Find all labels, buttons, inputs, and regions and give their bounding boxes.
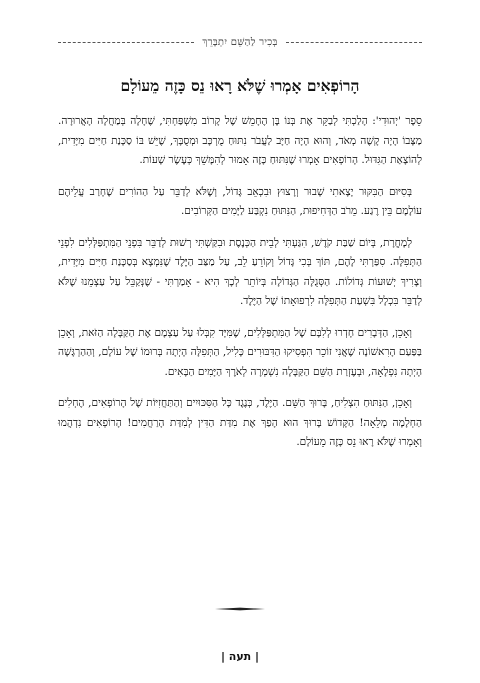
- header-blessing: בְּכִיר לַהַשֵּׁם יִתְבָּרֵךְ: [202, 36, 278, 48]
- story-body: [58, 112, 422, 465]
- page-number: | תעה |: [220, 650, 260, 663]
- paragraph-5: וְאָכֵן, הַנִּתּוּחַ הִצְלִיחַ, בָּרוּךְ הַשֵּׁם. הַיֶּלֶד, כְּנֶגֶד כָּל הַסִּכּוּיִים וְהַתַּחֲזִיּוֹת שֶׁל הָרוֹפְאִים, הֶחְלִים הַחְלָמָה מְלֵאָה! הַקָּדוֹשׁ בָּרוּךְ הוּא הָפַךְ אֶת מִדַּת הַדִּין לְמִדַּת הָרַחֲמִים! הָרוֹפְאִים נִדְהֲמוּ וְאָמְרוּ שֶׁלֹּא רָאוּ נֵס כָּזֶה מֵעוֹלָם.: [58, 397, 422, 448]
- header-rule-right: [286, 42, 422, 43]
- header-rule-left: [58, 42, 194, 43]
- running-header: [58, 34, 422, 50]
- section-divider-ornament: [215, 606, 265, 612]
- paragraph-1: סֵפֶר 'יְהוּדִי': הָלַכְתִּי לְבַקֵּר אֶת בְּנוֹ בֶּן הֶחָמֵשׁ שֶׁל קָרוֹב מִשְׁפַּחְתִּי, שֶׁחָלָה בְּמַחֲלָה הָאֲרוּרָה. מַצָּבוֹ הָיָה קָשֶׁה מְאֹד, וְהוּא הָיָה חַיָּב לַעֲבֹר נִתּוּחַ מֻרְכָּב וּמְסֻבָּךְ, שֶׁיֵּשׁ בּוֹ סַכָּנַת חַיִּים מִיָּדִית, לְהוֹצָאַת הַגִּדּוּל. הָרוֹפְאִים אָמְרוּ שֶׁנִּתּוּחַ כָּזֶה אָמוּר לְהִמָּשֵׁךְ כְּעֶשֶׂר שָׁעוֹת.: [58, 115, 422, 166]
- paragraph-4: וְאָכֵן, הַדְּבָרִים חָדְרוּ לְלִבָּם שֶׁל הַמִּתְפַּלְּלִים, שֶׁמִּיָּד קִבְּלוּ עַל עַצְמָם אֶת הַקַּבָּלָה הַזֹּאת, וְאָכֵן בַּפַּעַם הָרִאשׁוֹנָה שֶׁאֲנִי זוֹכֵר הִפְסִיקוּ הַדִּבּוּרִים כָּלִיל, הַתְּפִלָּה הָיְתָה בְּרוּמוֹ שֶׁל עוֹלָם, וְהַהַרְגָּשָׁה הָיְתָה נִפְלָאָה, וּבְעֶזְרַת הַשֵּׁם הַקַּבָּלָה נִשְׁמְרָה לְאֹרֶךְ הַיָּמִים הַבָּאִים.: [58, 326, 422, 378]
- story-title: הָרוֹפְאִים אָמְרוּ שֶׁלֹּא רָאוּ נֵס כָּזֶה מֵעוֹלָם: [120, 76, 360, 95]
- paragraph-2: בְּסִיּוּם הַבִּקּוּר יָצָאתִי שָׁבוּר וְרָצוּץ וּבִכְאֵב גָּדוֹל, וְשֶׁלֹּא לְדַבֵּר עַל הַהוֹרִים שֶׁחָרַב עֲלֵיהֶם עוֹלָמָם בֵּין רֶגַע. מֵרֹב הַדְּחִיפוּת, הַנִּתּוּחַ נִקְבַּע לַיָּמִים הַקְּרוֹבִים.: [58, 185, 422, 217]
- paragraph-3: לְמָחֳרָת, בְּיוֹם שַׁבַּת קֹדֶשׁ, הִגַּעְתִּי לְבֵית הַכְּנֶסֶת וּבִקַּשְׁתִּי רְשׁוּת לְדַבֵּר בִּפְנֵי הַמִּתְפַּלְּלִים לִפְנֵי הַתְּפִלָּה. סִפַּרְתִּי לָהֶם, תּוֹךְ בְּכִי גָּדוֹל וְקוֹרֵעַ לֵב, עַל מַצַּב הַיֶּלֶד שֶׁנִּמְצָא בְּסַכָּנַת חַיִּים מִיָּדִית, וְצָרִיךְ יְשׁוּעוֹת גְּדוֹלוֹת. הַסְּגֻלָּה הַגְּדוֹלָה בְּיוֹתֵר לְכָךְ הִיא - אָמַרְתִּי - שֶׁנְּקַבֵּל עַל עַצְמֵנוּ שֶׁלֹּא לְדַבֵּר בִּכְלָל בִּשְׁעַת הַתְּפִלָּה לִרְפוּאָתוֹ שֶׁל הַיֶּלֶד.: [58, 236, 422, 307]
